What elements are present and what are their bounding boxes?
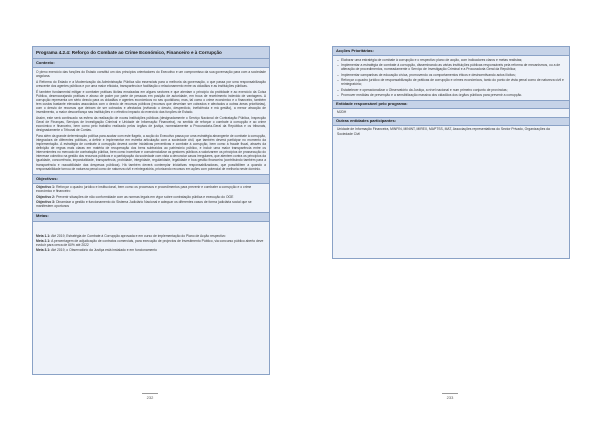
context-paragraph: Para além da grande determinação política para acabar com este flagelo, a acção do Executivo passa por uma estratégia abrangente de combate à corrupção, integradora de diferentes políticas, a definir e implementar em estreita articulação com a sociedade civil, que também deverá participar no momento da implementação. A estratégia de combate à corrupção deverá conter iniciativas preventivas e combate à corrupção, bem como à fraude fiscal, através da definição de regras mais claras em matéria de recuperação dos bens subtraídos ao património público, e incluir uma maior transparência entre os intervenientes no mercado de contratação pública, bem como incentivar e consciencializar os gestores públicos a valorizarem os princípios de prossecução do interesse colectivo na gestão dos recursos públicos e a participação da sociedade com vista a denunciar casos irregulares, que atentem contra os princípios da igualdade, concorrência, imparcialidade, transparência, probidade, integridade, regularidade, legalidade e boa gestão financeira (contribuindo também para a transparência e razoabilidade das despesas públicas). Há também deverá contemplar iniciativas responsabilizadoras, que possibilitem a quando a responsabilidade tornou de natureza penal como de natureza civil e reintegratória, priorizando recursos em ações com potencial de melhoria neste domínio. — [36, 133, 266, 171]
action-item: – Estabelecer e operacionalizar o Observatório da Justiça, a nível nacional e num primeiro conjunto de províncias; — [337, 88, 565, 92]
objective-text: Prevenir situações de não conformidade com as normas legais em vigor sobre contratação pública e execução do OGE — [56, 194, 234, 199]
goal-text: Até 2019, o Observatório da Justiça está instalado e em funcionamento — [51, 248, 158, 253]
action-item: – Elaborar uma estratégia de combate à corrupção e o respectivo plano de acção, com indicadores claros e metas realistas; — [337, 58, 565, 62]
goal-item — [36, 239, 266, 247]
right-page — [300, 0, 600, 424]
others-text: Unidade de Informação Financeira, MINFIN, MININT, MIREX, MAPTSS, MAT, Associações representativas do Sector Privado, Organizações da Sociedade Civil — [337, 127, 550, 136]
objective-item — [36, 185, 266, 193]
objective-item — [36, 200, 266, 208]
goals-heading: Metas: — [33, 212, 269, 222]
action-item: – Implementar a estratégia de combate à corrupção, disseminando as várias instituições públicas responsáveis pela reforma de mecanismos, ou a de alteração de procedimentos, nomeadamente o Serviço de Investigação Criminal e a Procuradoria Geral da República; — [337, 63, 565, 71]
context-heading: Contexto: — [33, 59, 269, 68]
actions-heading: Acções Prioritárias: — [333, 47, 569, 56]
context-paragraph: Assim, este será continuado na esfera da realização de novas instituições públicas (designadamente o Serviço Nacional de Contratação Pública, Inspecção Geral de Finanças, Serviços de Investigação Criminal e Unidade de Informação Financeira), no sentido de reforçar o combate à corrupção e ao crime económico e financeiro, bem como pelo trabalho realizado pelos órgãos de justiça, nomeadamente a Procuradoria-Geral da República e os tribunais, designadamente o Tribunal de Contas. — [36, 115, 266, 133]
responsible-entity — [333, 109, 569, 116]
context-text — [33, 68, 269, 174]
spacer — [33, 222, 269, 232]
context-paragraph: O pleno exercício das funções do Estado constitui um dos princípios orientadores do Executivo e um compromisso da sua governação para com a sociedade angolana. — [36, 70, 266, 79]
objective-text: Dinamizar a gestão e funcionamento do Sistema Judiciário Nacional e adequar os diferentes casos de forma judiciária social que se manifestem oportunos — [36, 200, 252, 209]
goal-text: Até 2019, Estratégia de Combate à Corrupção aprovada e em curso de implementação do Plano de Acção respectivo — [51, 233, 226, 238]
context-paragraph: A Reforma do Estado e a Modernização da Administração Pública são essenciais para a melhoria da governação, o que passa por uma responsabilização crescente dos agentes públicos e por uma maior eficácia, transparência e facilitação o relacionamento entre os cidadãos e as instituições públicas. — [36, 79, 266, 89]
context-paragraph: É também fundamental mitigar e combater práticas ilícitas enraizadas em alguns sectores e que atentam o princípio da probidade e ao exercício da Coisa Pública, desencorajando práticas e abuso de poder por parte de pessoas em posição de autoridade, em troca de recebimento indevido de vantagens. A corrupção representa um sério desvio para os cidadãos e agentes económicos no seu quotidiano, mas, tal como o crime económico e o financeiro, também tem custos bastante elevados associados com o desvio de recursos públicos (recursos que deveriam ser cobrados e afectados a outras áreas prioritárias), com o desvio de recursos que deixam de ser cobrados e afectados (evitando o desvio, desperdício, ineficiência e má gestão), a menor atracção de investimento, a maior desconfiança nas instituições e o efectivo impacto do exercício das funções de Estado. — [36, 89, 266, 115]
action-item: – Implementar campanhas de educação cívica, promovendo os comportamentos éticos e desincentivando actos ilícitos; — [337, 73, 565, 77]
goal-label: Meta 3.1: — [36, 248, 51, 253]
goal-label: Meta 1.1: — [36, 233, 51, 238]
objective-text: Reforçar o quadro jurídico e institucional, bem como os processos e procedimentos para prevenir e combater a corrupção e o crime económico e financeiro — [36, 185, 252, 194]
action-item: – Promover medidas de prevenção e a sensibilização massiva dos cidadãos dos órgãos públicos para prevenir a corrupção. — [337, 93, 565, 97]
goals-list — [33, 232, 269, 256]
objective-label: Objectivo 1: — [36, 185, 56, 190]
others-heading: Outras entidades participantes: — [333, 117, 569, 127]
responsible-heading: Entidade responsável pelo programa: — [333, 100, 569, 110]
others-entities — [333, 126, 569, 137]
goal-text: A percentagem de adjudicação de contratos comerciais, para execução de projectos de Investimento Público, via concurso público aberto deve evoluir para cerca de 60% até 2022 — [36, 238, 264, 248]
goal-item — [36, 234, 266, 238]
page-number: 233 — [446, 395, 454, 400]
program-title: Programa 4.2.4: Reforço do Combate ao Crime Económico, Financeiro e à Corrupção — [33, 47, 269, 59]
goal-item — [36, 248, 266, 252]
responsible-text: MJDH — [337, 110, 347, 115]
actions-list — [333, 56, 569, 100]
goal-label: Meta 2.1: — [36, 238, 51, 243]
objectives-list — [33, 184, 269, 212]
objectives-heading: Objectivos: — [33, 174, 269, 184]
page-number: 232 — [146, 395, 154, 400]
program-box — [32, 46, 270, 375]
objective-label: Objectivo 3: — [36, 200, 56, 205]
footer-rule — [142, 393, 158, 394]
footer-rule — [442, 393, 458, 394]
action-item: – Reforçar o quadro jurídico de responsabilização de práticas de corrupção e crimes económicos, tanto do ponto de vista penal como de natureza civil e reintegratória; — [337, 78, 565, 86]
objective-item — [36, 195, 266, 199]
actions-box — [332, 46, 570, 259]
objective-label: Objectivo 2: — [36, 194, 56, 199]
